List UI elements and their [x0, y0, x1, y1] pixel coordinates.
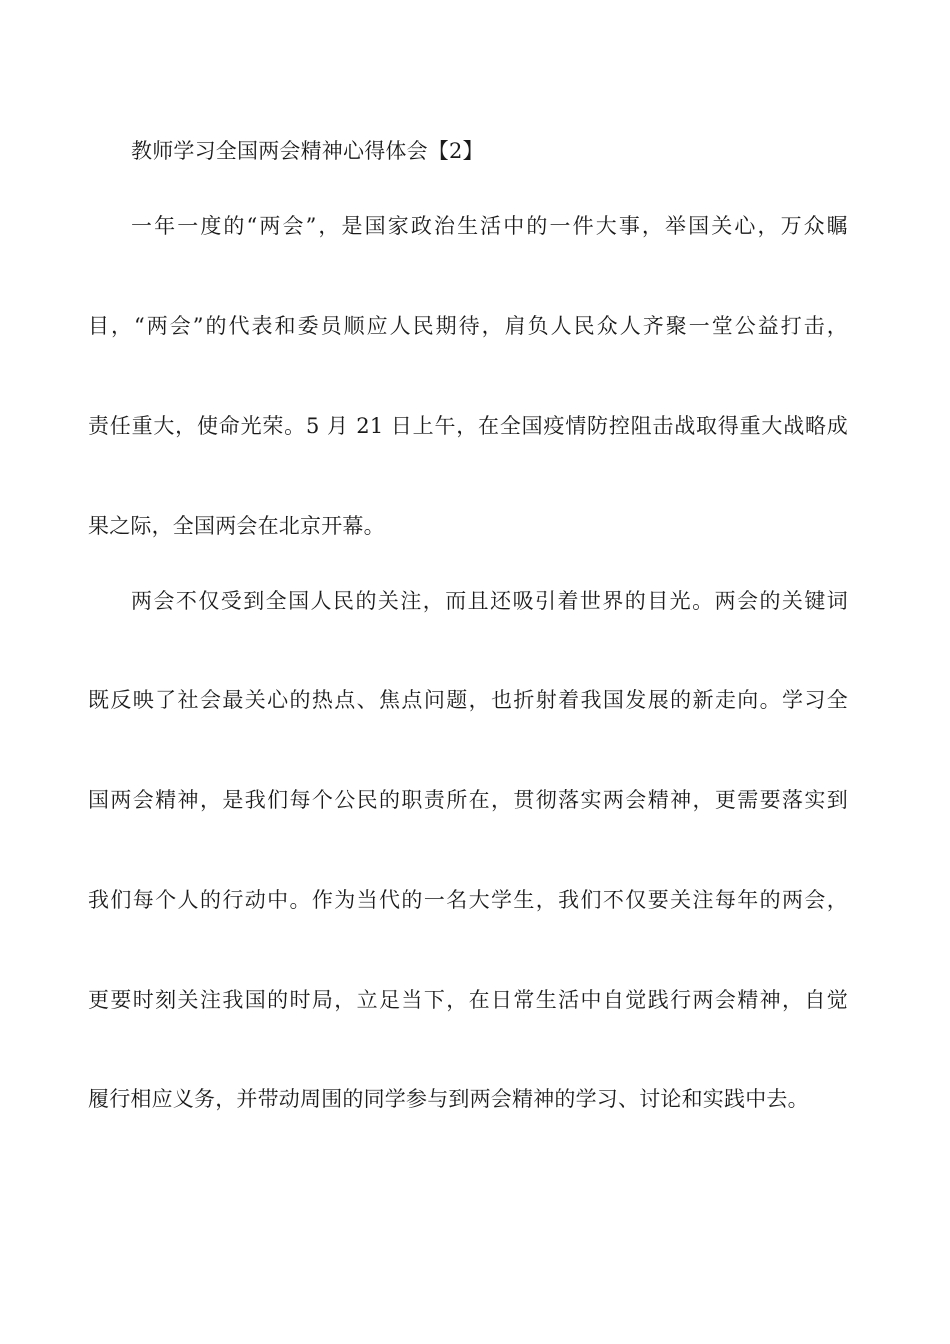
paragraph-line: 既反映了社会最关心的热点、焦点问题，也折射着我国发展的新走向。学习全 [88, 688, 848, 712]
paragraph-line: 一年一度的“两会”，是国家政治生活中的一件大事，举国关心，万众瞩 [131, 214, 848, 238]
document-title: 教师学习全国两会精神心得体会【2】 [131, 139, 484, 163]
paragraph-line: 我们每个人的行动中。作为当代的一名大学生，我们不仅要关注每年的两会， [88, 888, 848, 912]
paragraph-line: 两会不仅受到全国人民的关注，而且还吸引着世界的目光。两会的关键词 [131, 589, 848, 613]
paragraph-line: 国两会精神，是我们每个公民的职责所在，贯彻落实两会精神，更需要落实到 [88, 788, 848, 812]
paragraph-line: 履行相应义务，并带动周围的同学参与到两会精神的学习、讨论和实践中去。 [88, 1087, 809, 1111]
paragraph-line: 责任重大，使命光荣。5 月 21 日上午，在全国疫情防控阻击战取得重大战略成 [88, 414, 848, 438]
paragraph-line: 果之际，全国两会在北京开幕。 [88, 514, 385, 538]
paragraph-line: 目，“两会”的代表和委员顺应人民期待，肩负人民众人齐聚一堂公益打击， [88, 314, 848, 338]
paragraph-line: 更要时刻关注我国的时局，立足当下，在日常生活中自觉践行两会精神，自觉 [88, 988, 848, 1012]
